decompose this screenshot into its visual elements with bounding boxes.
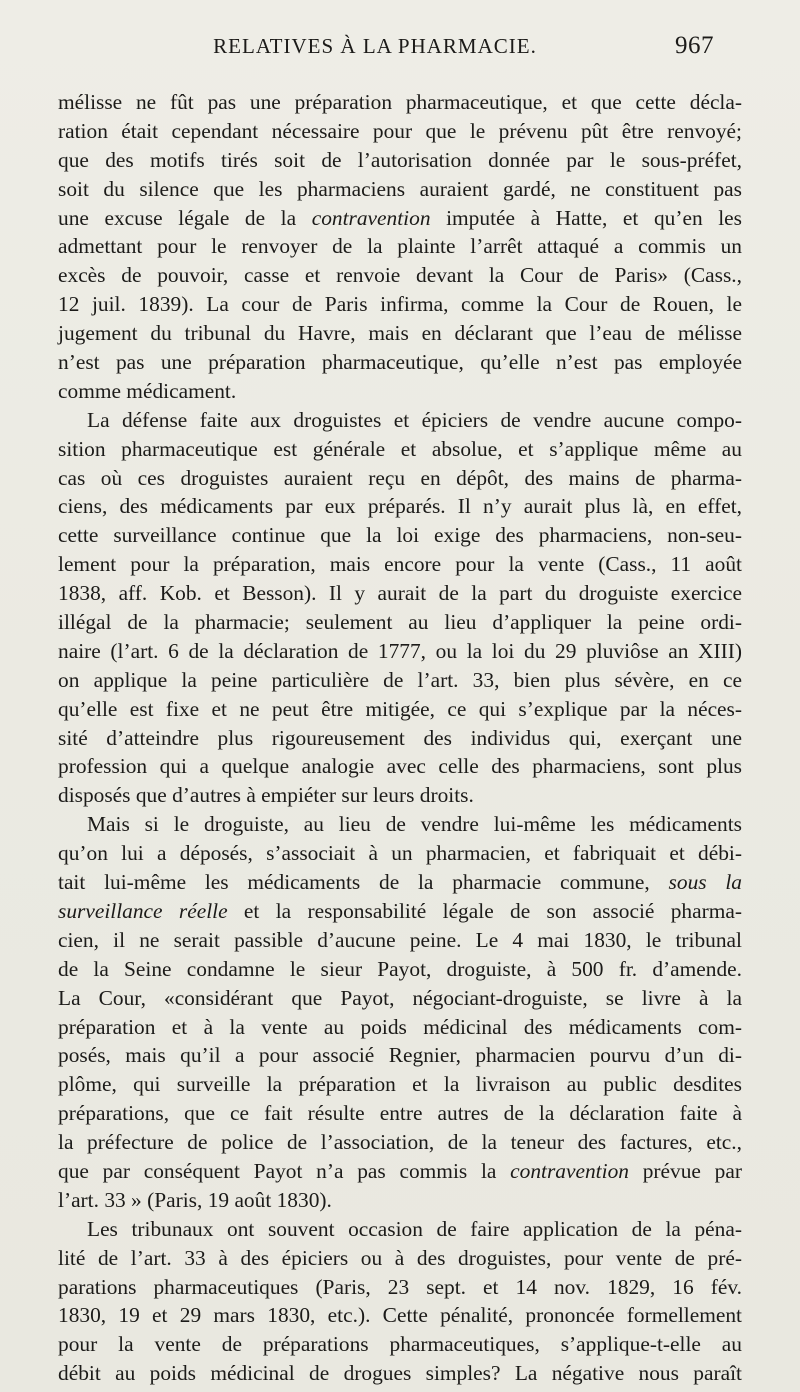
text-segment: disposés que d’autres à empiéter sur leurs droits.	[58, 783, 474, 808]
text-segment: on applique la peine particulière de l’art. 33, bien plus sévère, en ce	[58, 667, 742, 692]
text-segment: excès de pouvoir, casse et renvoie devant la Cour de Paris» (Cass.,	[58, 263, 742, 288]
text-line	[58, 1157, 742, 1186]
text-line	[58, 204, 742, 233]
text-line	[58, 695, 742, 724]
text-segment: illégal de la pharmacie; seulement au lieu d’appliquer la peine ordi-	[58, 610, 742, 635]
text-segment: comme médicament.	[58, 378, 237, 403]
text-line	[58, 868, 742, 897]
text-line	[58, 1273, 742, 1302]
text-line	[58, 1359, 742, 1388]
text-segment: une excuse légale de la	[58, 205, 312, 230]
text-segment: parations pharmaceutiques (Paris, 23 sept. et 14 nov. 1829, 16 fév.	[58, 1274, 742, 1299]
text-segment: tait lui-même les médicaments de la pharmacie commune,	[58, 870, 669, 895]
italic-text: contravention	[510, 1158, 629, 1183]
text-line	[58, 1301, 742, 1330]
text-segment: pour la vente de préparations pharmaceutiques, s’applique-t-elle au	[58, 1332, 742, 1357]
text-segment: prévue par	[628, 1158, 742, 1183]
text-line	[58, 464, 742, 493]
text-segment: plôme, qui surveille la préparation et la livraison au public desdites	[58, 1072, 742, 1097]
text-line	[58, 232, 742, 261]
text-segment: admettant pour le renvoyer de la plainte l’arrêt attaqué a commis un	[58, 234, 742, 259]
text-segment: la préfecture de police de l’association, de la teneur des factures, etc.,	[58, 1130, 742, 1155]
text-line	[58, 1128, 742, 1157]
text-segment: 1830, 19 et 29 mars 1830, etc.). Cette pénalité, prononcée formellement	[58, 1303, 742, 1328]
text-segment: débit au poids médicinal de drogues simples? La négative nous paraît	[58, 1361, 742, 1386]
text-segment: que des motifs tirés soit de l’autorisation donnée par le sous-préfet,	[58, 147, 742, 172]
text-line	[58, 117, 742, 146]
text-line	[58, 1041, 742, 1070]
text-segment: posés, mais qu’il a pour associé Regnier, pharmacien pourvu d’un di-	[58, 1043, 742, 1068]
text-line	[58, 724, 742, 753]
text-line	[58, 1244, 742, 1273]
text-segment: soit du silence que les pharmaciens auraient gardé, ne constituent pas	[58, 176, 742, 201]
text-line	[58, 926, 742, 955]
text-line	[58, 1013, 742, 1042]
text-segment: La défense faite aux droguistes et épiciers de vendre aucune compo-	[87, 407, 742, 432]
text-line	[58, 435, 742, 464]
text-segment: La Cour, «considérant que Payot, négociant-droguiste, se livre à la	[58, 985, 742, 1010]
text-segment: cien, il ne serait passible d’aucune peine. Le 4 mai 1830, le tribunal	[58, 927, 742, 952]
text-segment: qu’elle est fixe et ne peut être mitigée, ce qui s’explique par la néces-	[58, 696, 742, 721]
text-line	[58, 1330, 742, 1359]
text-segment: que par conséquent Payot n’a pas commis la	[58, 1158, 511, 1183]
text-segment: ration était cependant nécessaire pour que le prévenu pût être renvoyé;	[58, 118, 742, 143]
text-line	[58, 810, 742, 839]
text-segment: qu’on lui a déposés, s’associait à un pharmacien, et fabriquait et débi-	[58, 841, 742, 866]
text-line	[58, 781, 742, 810]
text-segment: Mais si le droguiste, au lieu de vendre lui-même les médicaments	[87, 812, 742, 837]
text-segment: de la Seine condamne le sieur Payot, droguiste, à 500 fr. d’amende.	[58, 956, 742, 981]
text-segment: naire (l’art. 6 de la déclaration de 1777, ou la loi du 29 pluviôse an XIII)	[58, 638, 742, 663]
body-text	[58, 88, 742, 1388]
text-line	[58, 377, 742, 406]
text-line	[58, 290, 742, 319]
text-segment: l’art. 33 » (Paris, 19 août 1830).	[58, 1187, 332, 1212]
italic-text: surveillance réelle	[58, 898, 228, 923]
text-segment: ciens, des médicaments par eux préparés. Il n’y aurait plus là, en effet,	[58, 494, 742, 519]
text-segment: préparation et à la vente au poids médicinal des médicaments com-	[58, 1014, 742, 1039]
text-line	[58, 175, 742, 204]
text-line	[58, 319, 742, 348]
text-segment: sition pharmaceutique est générale et absolue, et s’applique même au	[58, 436, 742, 461]
text-line	[58, 984, 742, 1013]
text-line	[58, 88, 742, 117]
text-segment: profession qui a quelque analogie avec celle des pharmaciens, sont plus	[58, 754, 742, 779]
text-line	[58, 1070, 742, 1099]
running-title: RELATIVES À LA PHARMACIE.	[213, 34, 537, 58]
text-line	[58, 550, 742, 579]
text-line	[58, 955, 742, 984]
text-segment: sité d’atteindre plus rigoureusement des individus qui, exerçant une	[58, 725, 742, 750]
text-segment: préparations, que ce fait résulte entre autres de la déclaration faite à	[58, 1101, 742, 1126]
text-line	[58, 146, 742, 175]
text-segment: jugement du tribunal du Havre, mais en déclarant que l’eau de mélisse	[58, 321, 742, 346]
text-line	[58, 637, 742, 666]
text-line	[58, 752, 742, 781]
text-line	[58, 579, 742, 608]
text-segment: lité de l’art. 33 à des épiciers ou à des droguistes, pour vente de pré-	[58, 1245, 742, 1270]
text-line	[58, 348, 742, 377]
text-segment: mélisse ne fût pas une préparation pharmaceutique, et que cette décla-	[58, 90, 742, 114]
text-line	[58, 1215, 742, 1244]
text-segment: imputée à Hatte, et qu’en les	[430, 205, 742, 230]
italic-text: contravention	[311, 205, 431, 230]
text-segment: n’est pas une préparation pharmaceutique, qu’elle n’est pas employée	[58, 350, 742, 375]
text-line	[58, 521, 742, 550]
page-number: 967	[675, 32, 714, 59]
text-segment: et la responsabilité légale de son associé pharma-	[227, 898, 742, 923]
running-header	[96, 34, 714, 74]
text-line	[58, 1099, 742, 1128]
text-segment: cette surveillance continue que la loi exige des pharmaciens, non-seu-	[58, 523, 742, 548]
text-line	[58, 666, 742, 695]
text-segment: Les tribunaux ont souvent occasion de faire application de la péna-	[87, 1216, 742, 1241]
text-line	[58, 406, 742, 435]
text-line	[58, 492, 742, 521]
text-line	[58, 839, 742, 868]
italic-text: sous la	[668, 870, 743, 895]
text-line	[58, 1186, 742, 1215]
text-segment: cas où ces droguistes auraient reçu en dépôt, des mains de pharma-	[58, 465, 742, 490]
text-line	[58, 608, 742, 637]
text-segment: 12 juil. 1839). La cour de Paris infirma, comme la Cour de Rouen, le	[58, 292, 742, 317]
text-line	[58, 261, 742, 290]
text-line	[58, 897, 742, 926]
text-segment: lement pour la préparation, mais encore pour la vente (Cass., 11 août	[58, 552, 742, 577]
text-segment: 1838, aff. Kob. et Besson). Il y aurait de la part du droguiste exercice	[58, 581, 742, 606]
